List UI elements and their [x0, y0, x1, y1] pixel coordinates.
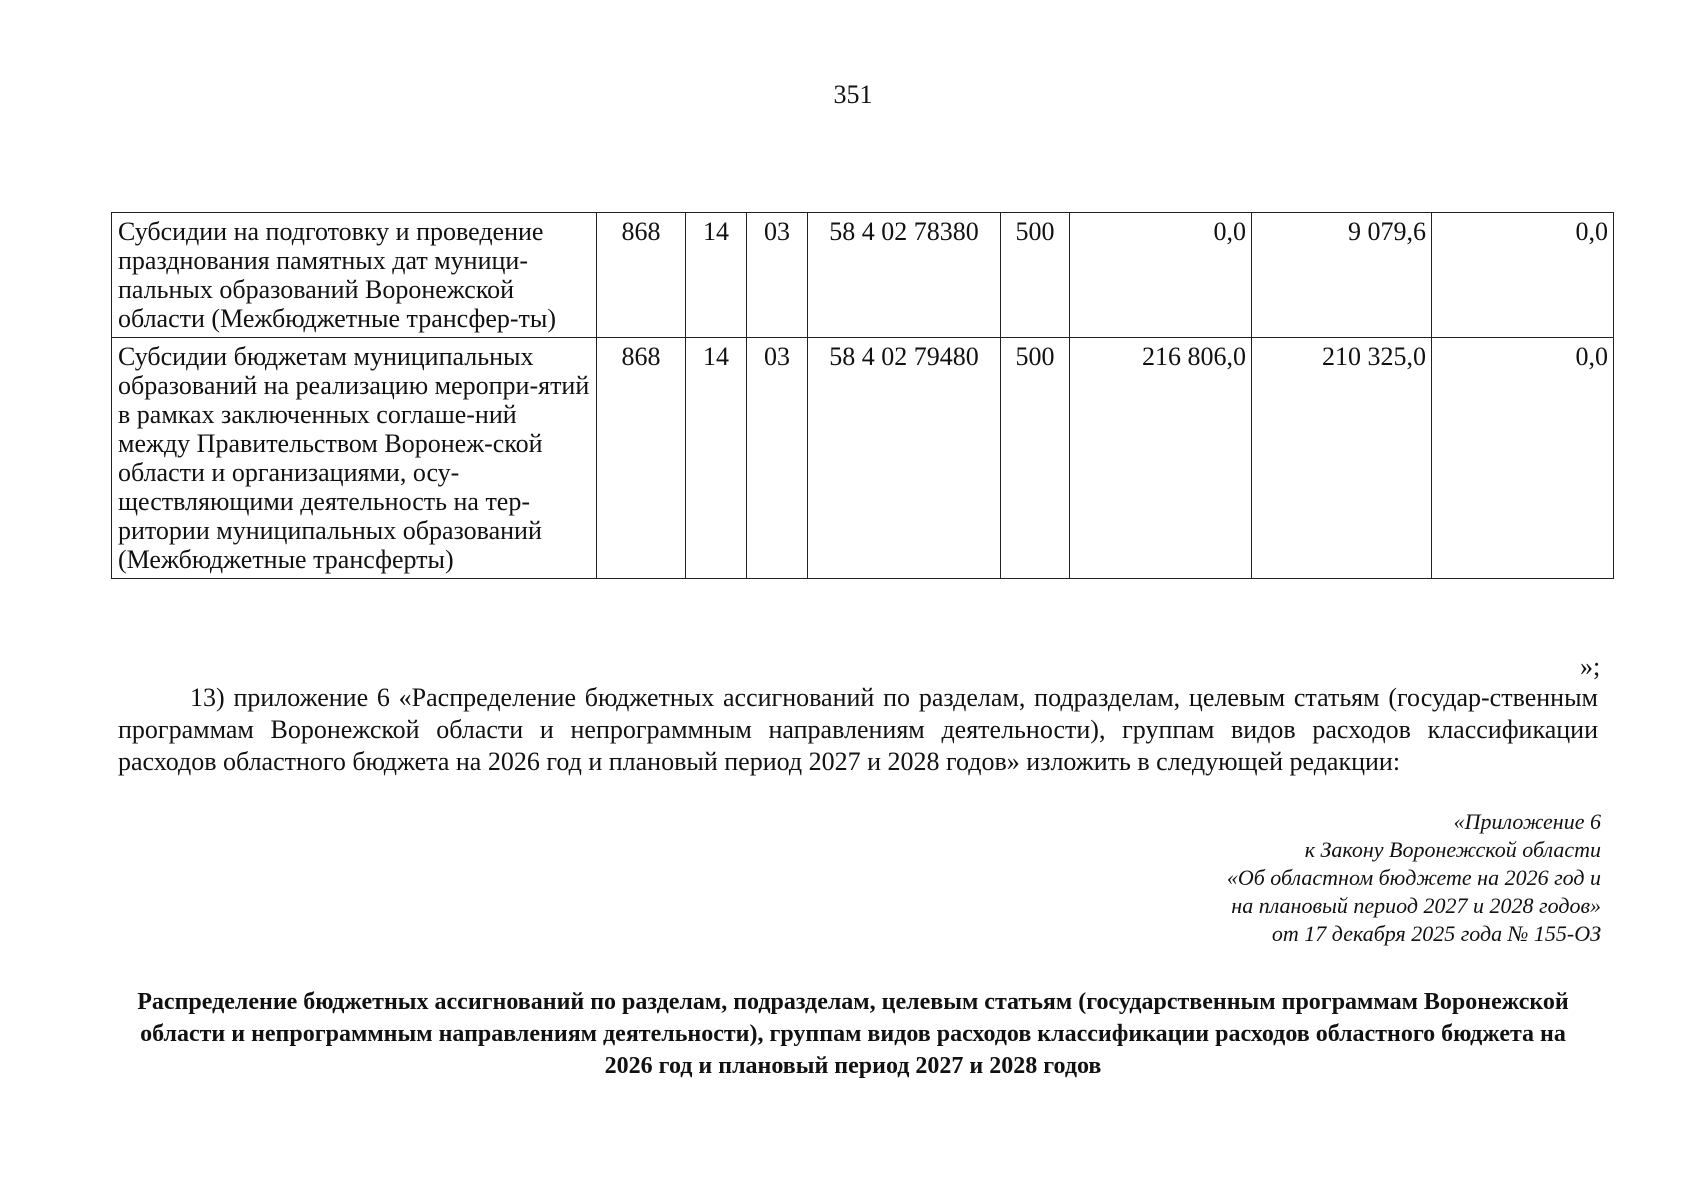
appendix-ref-line: от 17 декабря 2025 года № 155-ОЗ	[1271, 921, 1601, 946]
row-amount-2028: 0,0	[1432, 338, 1614, 579]
row-admin-code: 868	[597, 213, 686, 338]
appendix-ref-line: «Приложение 6	[1453, 809, 1601, 834]
row-target-article: 58 4 02 78380	[808, 213, 1001, 338]
row-description: Субсидии бюджетам муниципальных образований на реализацию меропри-ятий в рамках заключенных соглаше-ний между Правительством Воронеж-ской области и организациями, осу-ществляющими деятельность на тер-ритории муниципальных образований (Межбюджетные трансферты)	[112, 338, 597, 579]
row-amount-2028: 0,0	[1432, 213, 1614, 338]
appendix-ref-line: на плановый период 2027 и 2028 годов»	[1231, 893, 1601, 918]
table-row	[112, 338, 1614, 579]
row-section: 14	[686, 338, 747, 579]
budget-table	[111, 212, 1614, 579]
row-description: Субсидии на подготовку и проведение празднования памятных дат муници-пальных образований Воронежской области (Межбюджетные трансфер-ты)	[112, 213, 597, 338]
row-expense-type: 500	[1001, 338, 1070, 579]
closing-quote: »;	[1580, 652, 1601, 681]
page-number: 351	[833, 80, 873, 109]
row-subsection: 03	[747, 338, 808, 579]
amendment-paragraph: 13) приложение 6 «Распределение бюджетных ассигнований по разделам, подразделам, целевым статьям (государ-ственным программам Воронежской области и непрограммным направлениям деятельности), группам видов расходов классификации расходов областного бюджета на 2026 год и плановый период 2027 и 2028 годов» изложить в следующей редакции:	[118, 683, 1598, 776]
row-amount-2027: 9 079,6	[1252, 213, 1432, 338]
row-amount-2027: 210 325,0	[1252, 338, 1432, 579]
row-subsection: 03	[747, 213, 808, 338]
row-admin-code: 868	[597, 338, 686, 579]
table-row	[112, 213, 1614, 338]
row-amount-2026: 216 806,0	[1070, 338, 1252, 579]
appendix-ref-line: «Об областном бюджете на 2026 год и	[1226, 865, 1601, 890]
row-amount-2026: 0,0	[1070, 213, 1252, 338]
document-title: Распределение бюджетных ассигнований по разделам, подразделам, целевым статьям (государственным программам Воронежской области и непрограммным направлениям деятельности), группам видов расходов классификации расходов областного бюджета на 2026 год и плановый период 2027 и 2028 годов	[137, 989, 1569, 1079]
row-target-article: 58 4 02 79480	[808, 338, 1001, 579]
row-section: 14	[686, 213, 747, 338]
appendix-reference	[1227, 808, 1601, 948]
appendix-ref-line: к Закону Воронежской области	[1304, 837, 1601, 862]
row-expense-type: 500	[1001, 213, 1070, 338]
